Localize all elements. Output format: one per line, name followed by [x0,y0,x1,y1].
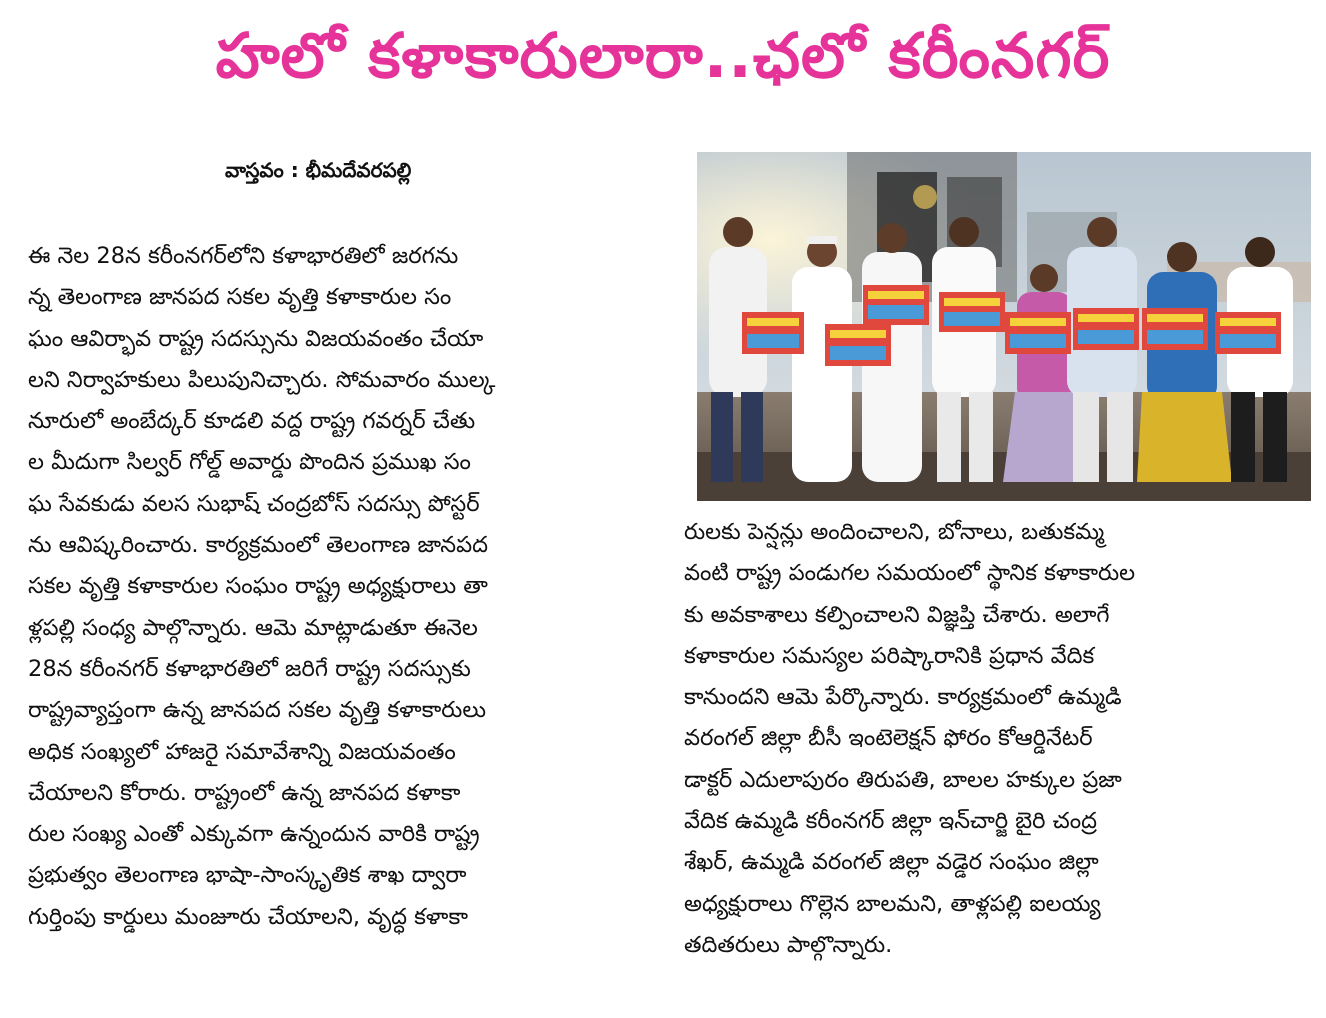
article-line: 28న కరీంనగర్ కళాభారతిలో జరిగే రాష్ట్ర సదస్సుకు [28,655,471,682]
article-line: రులకు పెన్షన్లు అందించాలని, బోనాలు, బతుకమ్మ [684,519,1105,545]
article-line: వరంగల్ జిల్లా బీసీ ఇంటెలెక్షన్ ఫోరం కోఆర్డినేటర్ [684,725,1093,752]
article-right-column [684,512,1304,966]
article-line: న్న తెలంగాణ జానపద సకల వృత్తి కళాకారుల సం [28,284,452,311]
article-line: శేఖర్, ఉమ్మడి వరంగల్ జిల్లా వడ్డెర సంఘం జిల్లా [684,849,1099,876]
article-line: కానుందని ఆమె పేర్కొన్నారు. కార్యక్రమంలో ఉమ్మడి [684,684,1122,711]
article-line: ప్రభుత్వం తెలంగాణ భాషా-సాంస్కృతిక శాఖ ద్వారా [28,862,467,889]
article-line: అధిక సంఖ్యలో హాజరై సమావేశాన్ని విజయవంతం [28,738,456,765]
group-photo-icon [697,152,1311,501]
article-line: గుర్తింపు కార్డులు మంజూరు చేయాలని, వృద్ధ కళాకా [28,903,469,930]
article-line: సకల వృత్తి కళాకారుల సంఘం రాష్ట్ర అధ్యక్షురాలు తా [28,573,488,600]
article-line: రుల సంఖ్య ఎంతో ఎక్కువగా ఉన్నందున వారికి రాష్ట్ర [28,821,480,848]
article-line: కు అవకాశాలు కల్పించాలని విజ్ఞప్తి చేశారు. అలాగే [684,601,1110,628]
article-line: వేదిక ఉమ్మడి కరీంనగర్ జిల్లా ఇన్‌చార్జి బైరి చంద్ర [684,808,1098,835]
article-line: ల మీదుగా సిల్వర్ గోల్డ్ అవార్డు పొందిన ప్రముఖ సం [28,449,471,476]
article-line: తదితరులు పాల్గొన్నారు. [684,931,893,958]
article-line: నూరులో అంబేద్కర్ కూడలి వద్ద రాష్ట్ర గవర్నర్ చేతు [28,408,476,435]
byline: వాస్తవం : భీమదేవరపల్లి [225,158,412,182]
group-photo [697,152,1311,501]
article-left-column [28,236,660,938]
article-line: ఘ సేవకుడు వలస సుభాష్ చంద్రబోస్ సదస్సు పోస్టర్ [28,490,480,517]
article-line: ఘం ఆవిర్భావ రాష్ట్ర సదస్సును విజయవంతం చేయా [28,325,484,352]
article-line: కళాకారుల సమస్యల పరిష్కారానికి ప్రధాన వేదిక [684,642,1095,669]
article-line: ఈ నెల 28న కరీంనగర్‌లోని కళాభారతిలో జరగను [28,243,459,269]
article-line: చేయాలని కోరారు. రాష్ట్రంలో ఉన్న జానపద కళాకా [28,779,461,806]
article-line: అధ్యక్షురాలు గొల్లెన బాలమని, తాళ్లపల్లి ఐలయ్య [684,890,1101,917]
article-line: వంటి రాష్ట్ర పండుగల సమయంలో స్థానిక కళాకారుల [684,560,1136,587]
article-line: ను ఆవిష్కరించారు. కార్యక్రమంలో తెలంగాణ జానపద [28,532,488,559]
article-line: లని నిర్వాహకులు పిలుపునిచ్చారు. సోమవారం ముల్క [28,366,496,393]
article-line: డాక్టర్ ఎదులాపురం తిరుపతి, బాలల హక్కుల ప్రజా [684,766,1122,793]
article-line: రాష్ట్రవ్యాప్తంగా ఉన్న జానపద సకల వృత్తి కళాకారులు [28,697,487,724]
headline: హలో కళాకారులారా..ఛలో కరీంనగర్ [215,19,1111,92]
article-line: ళ్లపల్లి సంధ్య పాల్గొన్నారు. ఆమె మాట్లాడుతూ ఈనెల [28,614,478,641]
